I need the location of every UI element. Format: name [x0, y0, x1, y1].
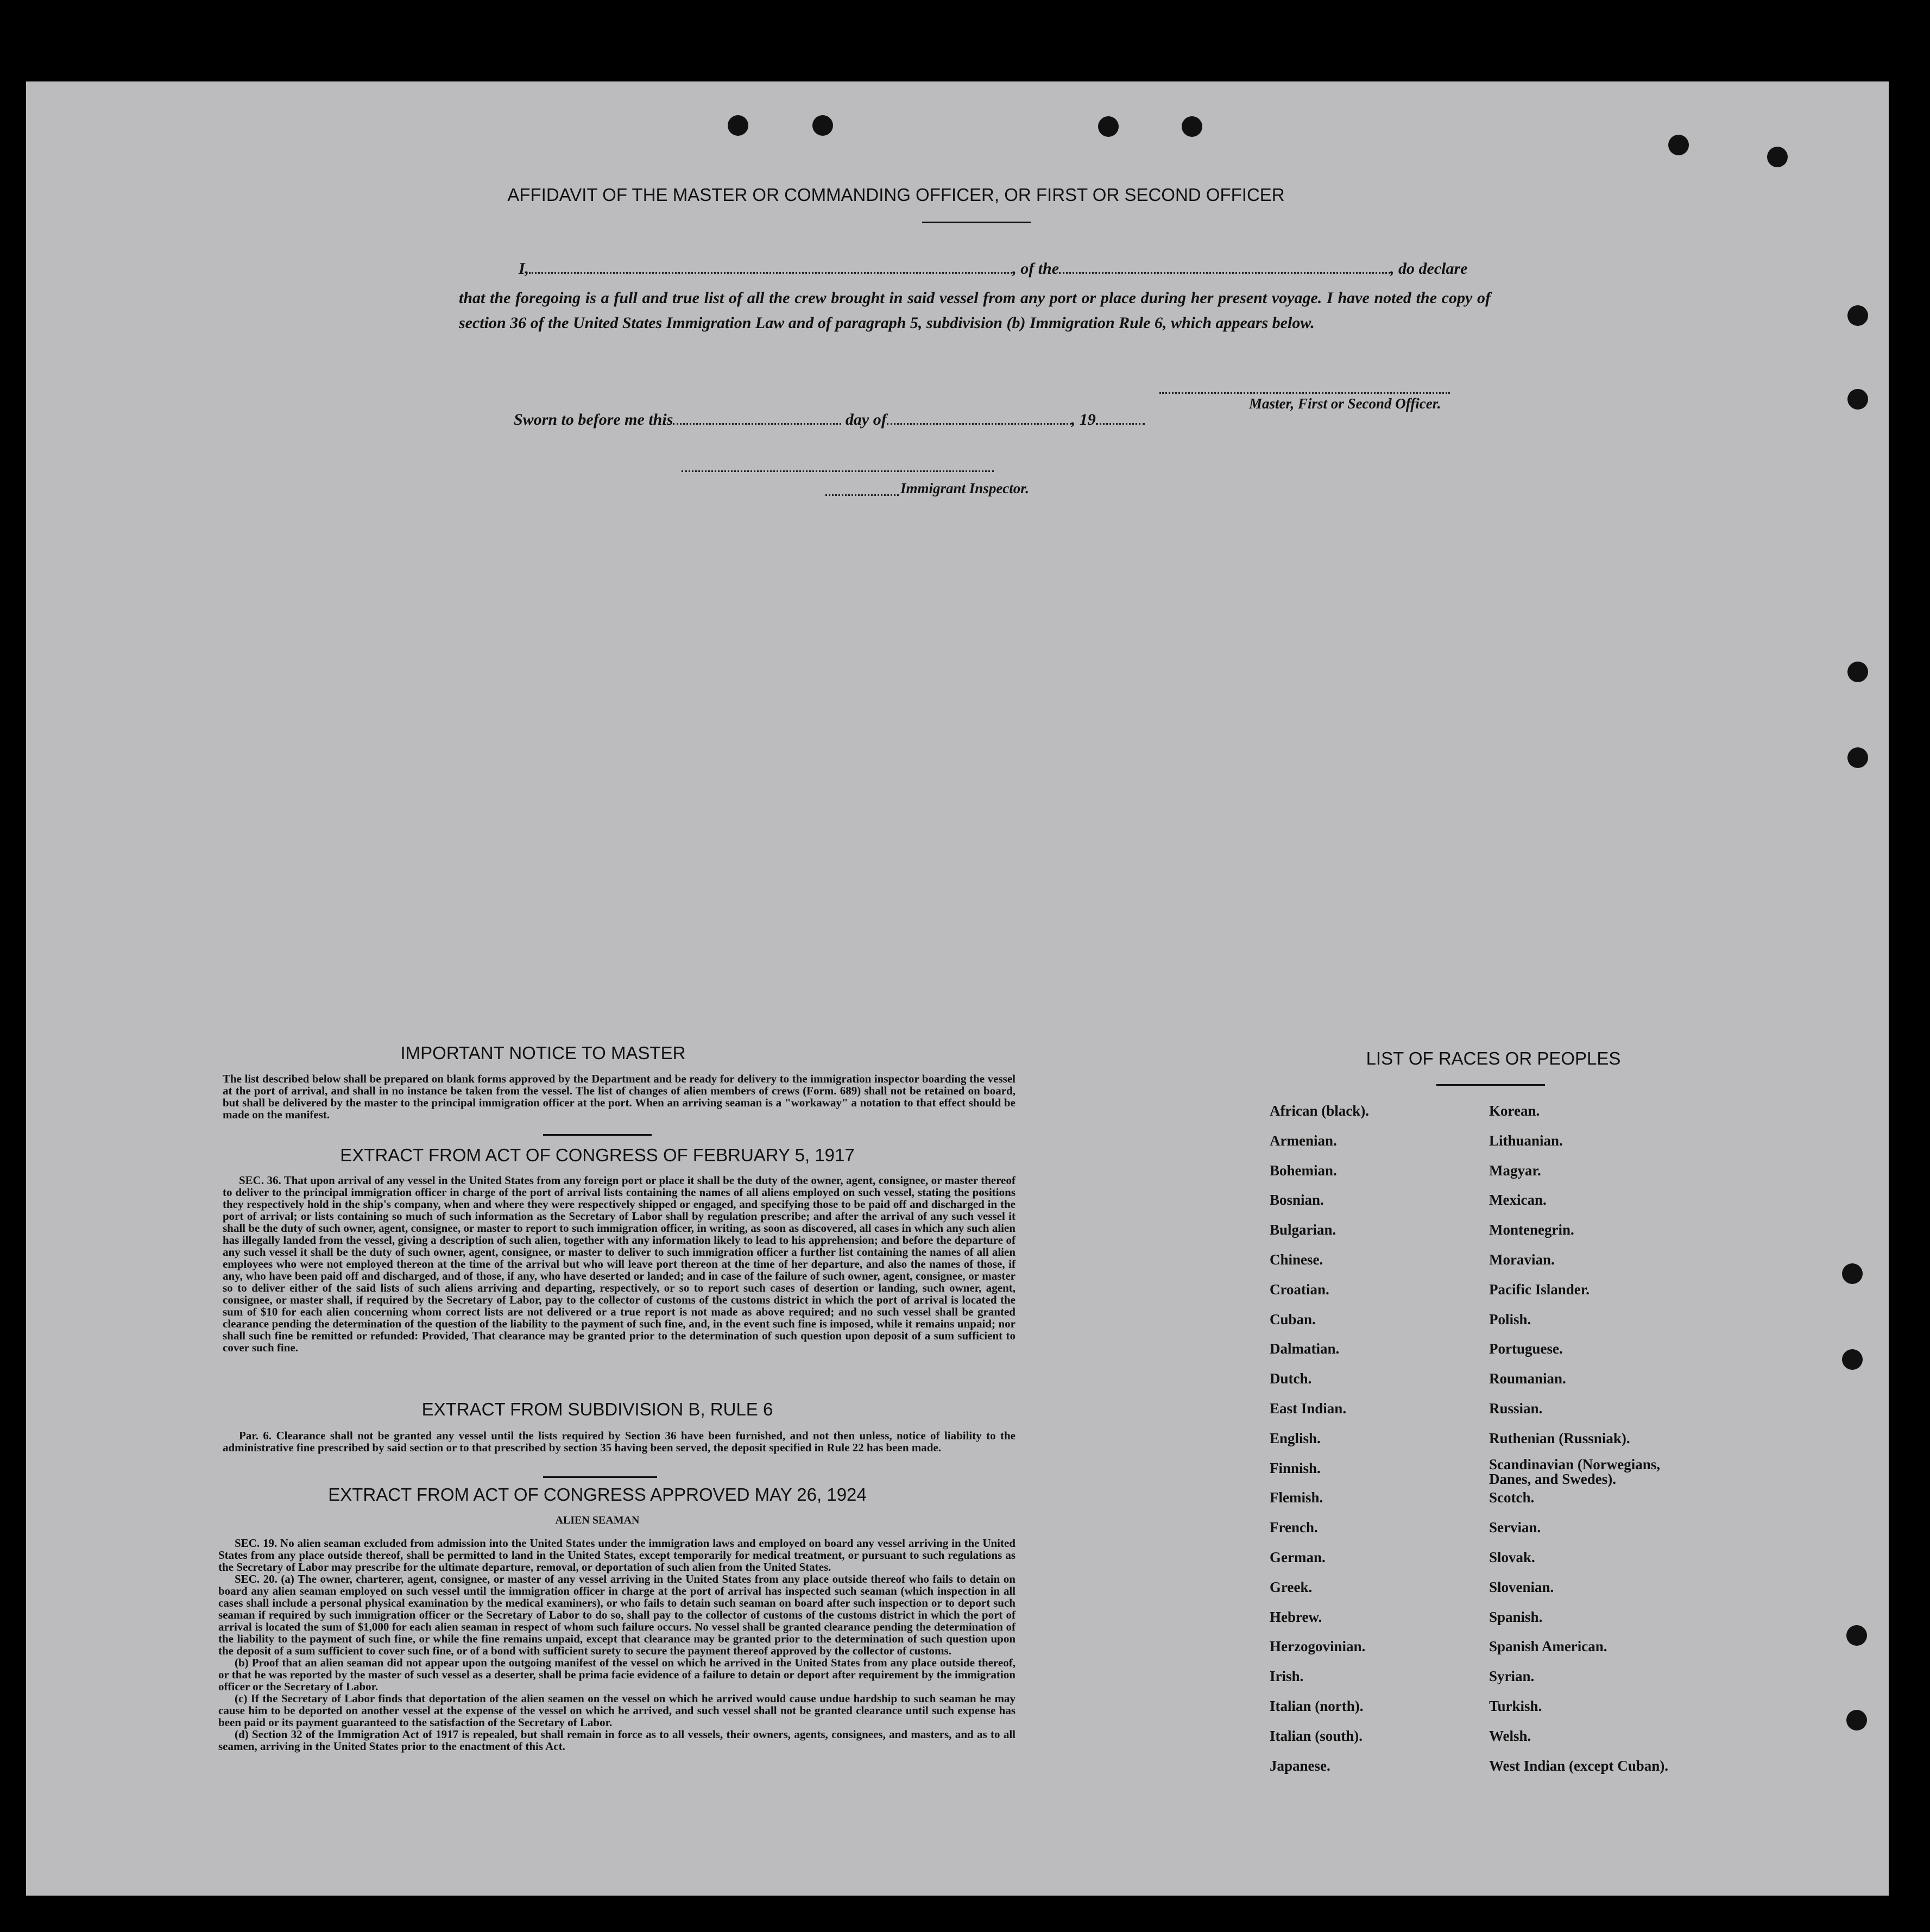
punch-hole	[1846, 1625, 1867, 1646]
race-item: Lithuanian.	[1489, 1132, 1563, 1149]
sec-19: SEC. 19. No alien seaman excluded from admission into the United States under the immigration laws and employed on board any vessel arriving in the United States from any place outside thereof, shall be permitted to land in the United States, except temporarily for medical treatment, or pursuant to such regulations as the Secretary of Labor may prescribe for the ultimate departure, removal, or deportation of such alien from the United States.	[218, 1537, 1016, 1574]
race-item: Cuban.	[1270, 1311, 1316, 1327]
sworn-label: Sworn to before me this	[514, 411, 673, 429]
race-item: Turkish.	[1489, 1698, 1542, 1714]
race-item: French.	[1270, 1519, 1318, 1536]
affidavit-title: AFFIDAVIT OF THE MASTER OR COMMANDING OFFICER, OR FIRST OR SECOND OFFICER	[507, 185, 1285, 205]
affidavit-of-the: , of the	[1012, 260, 1059, 278]
race-item: African (black).	[1270, 1103, 1369, 1119]
master-signature-line[interactable]	[1159, 392, 1450, 394]
race-item: Scandinavian (Norwegians, Danes, and Swedes).	[1489, 1456, 1661, 1487]
punch-hole	[728, 115, 748, 136]
race-item: Chinese.	[1270, 1251, 1323, 1268]
race-item: Syrian.	[1489, 1668, 1535, 1685]
race-item: Flemish.	[1270, 1489, 1323, 1506]
race-item: Slovak.	[1489, 1549, 1535, 1565]
race-item: Greek.	[1270, 1578, 1313, 1595]
race-item: Slovenian.	[1489, 1578, 1554, 1595]
extract-1917-title: EXTRACT FROM ACT OF CONGRESS OF FEBRUARY 5, 1917	[340, 1145, 855, 1165]
race-item: German.	[1270, 1549, 1326, 1565]
race-item: Croatian.	[1270, 1281, 1329, 1298]
race-item: Italian (north).	[1270, 1698, 1364, 1714]
sec-20b: (b) Proof that an alien seaman did not appear upon the outgoing manifest of the vessel on which he arrived in the United States from any place outside thereof, or that he was reported by the master of such vessel as a deserter, shall be prima facie evidence of a failure to detain or deport after requirement by the immigration officer or the Secretary of Labor.	[218, 1656, 1016, 1693]
race-item: Hebrew.	[1270, 1608, 1322, 1625]
race-item: Servian.	[1489, 1519, 1541, 1536]
divider	[1436, 1084, 1545, 1086]
race-item: Finnish.	[1270, 1459, 1321, 1476]
race-item: Italian (south).	[1270, 1727, 1363, 1744]
extract-1917-text: SEC. 36. That upon arrival of any vessel in the United States from any foreign port or place it shall be the duty of the owner, agent, consignee, or master thereof to deliver to the principal immigration officer in charge of the port of arrival lists containing the names of all aliens employed on such vessel, stating the positions they respectively hold in the ship's company, when and where they were respectively shipped or engaged, and specifying those to be paid off and discharged in the port of arrival; or lists containing so much of such information as the Secretary of Labor shall by regulation prescribe; and after the arrival of any such vessel it shall be the duty of such owner, agent, consignee, or master to report to such immigration officer, in writing, as soon as discovered, all cases in which any such alien has illegally landed from the vessel, giving a description of such alien, together with any information likely to lead to his apprehension; and before the departure of any such vessel it shall be the duty of such owner, agent, consignee, or master to deliver to such immigration officer a further list containing the names of all alien employees who were not employed thereon at the time of the arrival but who will leave port thereon at the time of her departure, and also the names of those, if any, who have been paid off and discharged, and of those, if any, who have deserted or landed; and in case of the failure of such owner, agent, consignee, or master so to deliver either of the said lists of such aliens arriving and departing, respectively, or so to report such cases of desertion or landing, such owner, agent, consignee, or master shall, if required by the Secretary of Labor, pay to the collector of customs of the customs district in which the port of arrival is located the sum of $10 for each alien concerning whom correct lists are not delivered or a true report is not made as above required; and no such vessel shall be granted clearance pending the determination of the question of the liability to the payment of such fine, and, in the event such fine is imposed, while it remains unpaid; nor shall such fine be remitted or refunded: Provided, That clearance may be granted prior to the determination of such question upon deposit of a sum sufficient to cover such fine.	[223, 1174, 1016, 1354]
vessel-field[interactable]	[1059, 272, 1390, 274]
name-field[interactable]	[529, 272, 1012, 274]
punch-hole	[1668, 135, 1689, 155]
alien-seaman-subtitle: ALIEN SEAMAN	[555, 1514, 640, 1526]
sworn-line	[514, 411, 1145, 429]
punch-hole	[812, 115, 833, 136]
extract-rule6-text: Par. 6. Clearance shall not be granted any vessel until the lists required by Section 36 have been furnished, and not then unless, notice of liability to the administrative fine prescribed by said section or to that prescribed by section 35 having been served, the deposit specified in Rule 22 has been made.	[223, 1429, 1016, 1454]
race-item: Scotch.	[1489, 1489, 1535, 1506]
punch-hole	[1098, 116, 1119, 137]
race-item: Ruthenian (Russniak).	[1489, 1430, 1630, 1446]
race-item: Welsh.	[1489, 1727, 1531, 1744]
race-item: Herzogovinian.	[1270, 1638, 1366, 1655]
race-item: Russian.	[1489, 1400, 1543, 1417]
divider	[543, 1134, 652, 1136]
sec-20a: SEC. 20. (a) The owner, charterer, agent, consignee, or master of any vessel arriving in the United States from any place outside thereof who fails to detain on board any alien seaman employed on such vessel until the immigration officer in charge at the port of arrival has inspected such seaman (which inspection in all cases shall include a personal physical examination by the medical examiners), or who fails to detain such seaman on board after such inspection or to deport such seaman if required by such immigration officer or the Secretary of Labor to do so, shall pay to the collector of customs of the customs district in which the port of arrival is located the sum of $1,000 for each alien seaman in respect of whom such failure occurs. No vessel shall be granted clearance pending the determination of the liability to the payment of such fine, or while the fine remains unpaid, except that clearance may be granted prior to the determination of such question upon the deposit of a sum sufficient to cover such fine, or of a bond with sufficient surety to secure the payment thereof approved by the collector of customs.	[218, 1572, 1016, 1657]
race-item: Bohemian.	[1270, 1162, 1337, 1179]
race-item: Japanese.	[1270, 1757, 1330, 1774]
inspector-signature-line[interactable]	[682, 470, 994, 472]
divider	[543, 1476, 657, 1478]
race-item: Pacific Islander.	[1489, 1281, 1590, 1298]
sec-20c: (c) If the Secretary of Labor finds that deportation of the alien seamen on the vessel on which he arrived would cause undue hardship to such seaman he may cause him to be deported on another vessel at the expense of the vessel on which he arrived, and such vessel shall not be granted clearance until such expense has been paid or its payment guaranteed to the satisfaction of the Secretary of Labor.	[218, 1692, 1016, 1729]
extract-rule6-title: EXTRACT FROM SUBDIVISION B, RULE 6	[421, 1399, 773, 1419]
affidavit-do-declare: , do declare	[1390, 260, 1468, 278]
race-item: Irish.	[1270, 1668, 1304, 1685]
punch-hole	[1847, 389, 1868, 410]
notice-title: IMPORTANT NOTICE TO MASTER	[400, 1043, 686, 1063]
punch-hole	[1767, 147, 1788, 167]
sec-20d: (d) Section 32 of the Immigration Act of 1917 is repealed, but shall remain in force as to all vessels, their owners, agents, consignees, and masters, and as to all seamen, arriving in the United States prior to the enactment of this Act.	[218, 1728, 1016, 1753]
notice-text: The list described below shall be prepared on blank forms approved by the Department and be ready for delivery to the immigration inspector boarding the vessel at the port of arrival, and shall in no instance be taken from the vessel. The list of changes of alien members of crews (Form. 689) shall not be retained on board, but shall be delivered by the master to the principal immigration officer at the port. When an arriving seaman is a "workaway" a notation to that effect should be made on the manifest.	[223, 1072, 1016, 1121]
punch-hole	[1847, 305, 1868, 326]
master-signature-label: Master, First or Second Officer.	[1249, 395, 1441, 412]
race-item: Bulgarian.	[1270, 1222, 1336, 1238]
race-item: Dalmatian.	[1270, 1341, 1340, 1357]
sworn-year-field[interactable]	[1096, 423, 1145, 425]
race-item: Dutch.	[1270, 1370, 1312, 1387]
race-item: Spanish.	[1489, 1608, 1543, 1625]
inspector-signature-line-short[interactable]	[825, 494, 899, 496]
extract-1924-text	[218, 1537, 1016, 1752]
punch-hole	[1846, 1710, 1867, 1730]
race-item: Armenian.	[1270, 1132, 1337, 1149]
day-of-label: day of	[845, 411, 887, 429]
divider	[922, 222, 1031, 223]
race-item: Magyar.	[1489, 1162, 1541, 1179]
race-item: Portuguese.	[1489, 1341, 1563, 1357]
sworn-month-field[interactable]	[887, 423, 1071, 425]
race-item: Mexican.	[1489, 1192, 1547, 1209]
punch-hole	[1842, 1263, 1863, 1284]
race-item: Polish.	[1489, 1311, 1531, 1327]
punch-hole	[1847, 747, 1868, 768]
race-item: Roumanian.	[1489, 1370, 1566, 1387]
race-item: English.	[1270, 1430, 1321, 1446]
race-item: East Indian.	[1270, 1400, 1347, 1417]
race-item: Spanish American.	[1489, 1638, 1607, 1655]
race-item: Montenegrin.	[1489, 1222, 1574, 1238]
race-item: Korean.	[1489, 1103, 1540, 1119]
year-label: , 19	[1071, 411, 1096, 429]
punch-hole	[1842, 1349, 1863, 1370]
races-title: LIST OF RACES OR PEOPLES	[1366, 1048, 1621, 1068]
punch-hole	[1182, 116, 1202, 137]
sworn-day-field[interactable]	[673, 423, 841, 425]
affidavit-body: that the foregoing is a full and true list of all the crew brought in said vessel from any port or place during her present voyage. I have noted the copy of section 36 of the United States Immigration Law and of paragraph 5, subdivision (b) Immigration Rule 6, which appears below.	[459, 289, 1491, 332]
race-item: West Indian (except Cuban).	[1489, 1757, 1669, 1774]
extract-1924-title: EXTRACT FROM ACT OF CONGRESS APPROVED MAY 26, 1924	[328, 1484, 867, 1505]
race-item: Bosnian.	[1270, 1192, 1324, 1209]
affidavit-i: I,	[519, 260, 529, 278]
race-item: Moravian.	[1489, 1251, 1555, 1268]
inspector-label: Immigrant Inspector.	[900, 480, 1030, 496]
affidavit-first-line	[519, 260, 1467, 278]
punch-hole	[1847, 662, 1868, 682]
